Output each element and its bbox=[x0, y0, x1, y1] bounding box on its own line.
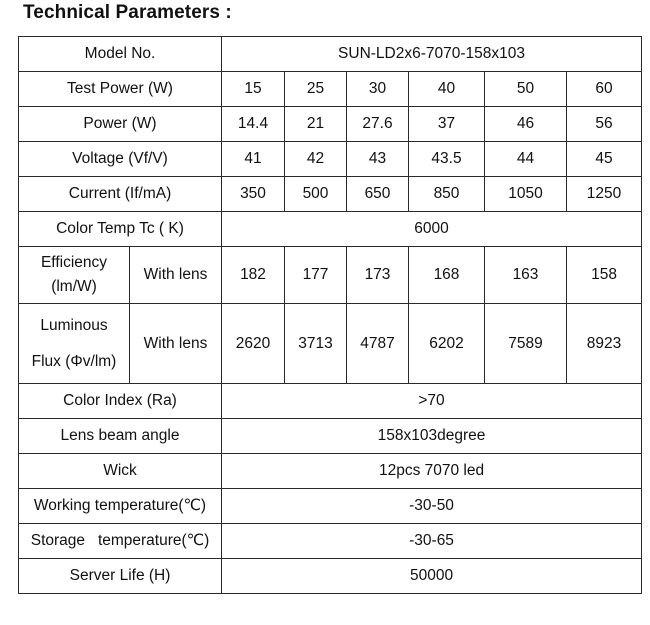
table-row bbox=[19, 72, 642, 107]
row-label-current: Current (If/mA) bbox=[19, 177, 222, 212]
luminous-flux-cell: 3713 bbox=[285, 304, 347, 384]
luminous-flux-cell: 4787 bbox=[347, 304, 409, 384]
row-label-model: Model No. bbox=[19, 37, 222, 72]
voltage-cell: 42 bbox=[285, 142, 347, 177]
table-row bbox=[19, 454, 642, 489]
storage-temp-value: -30-65 bbox=[222, 524, 642, 559]
test-power-cell: 40 bbox=[409, 72, 485, 107]
table-row bbox=[19, 559, 642, 594]
voltage-cell: 43.5 bbox=[409, 142, 485, 177]
row-label-efficiency bbox=[19, 247, 130, 304]
table-row bbox=[19, 212, 642, 247]
table-row bbox=[19, 177, 642, 212]
voltage-cell: 44 bbox=[485, 142, 567, 177]
working-temp-value: -30-50 bbox=[222, 489, 642, 524]
color-index-value: >70 bbox=[222, 384, 642, 419]
test-power-cell: 15 bbox=[222, 72, 285, 107]
row-label-luminous-flux bbox=[19, 304, 130, 384]
voltage-cell: 43 bbox=[347, 142, 409, 177]
table-row bbox=[19, 107, 642, 142]
current-cell: 1250 bbox=[567, 177, 642, 212]
power-cell: 14.4 bbox=[222, 107, 285, 142]
row-label-wick: Wick bbox=[19, 454, 222, 489]
row-label-color-index: Color Index (Ra) bbox=[19, 384, 222, 419]
beam-angle-value: 158x103degree bbox=[222, 419, 642, 454]
table-row bbox=[19, 384, 642, 419]
efficiency-cell: 173 bbox=[347, 247, 409, 304]
row-label-test-power: Test Power (W) bbox=[19, 72, 222, 107]
model-number-value: SUN-LD2x6-7070-158x103 bbox=[222, 37, 642, 72]
test-power-cell: 50 bbox=[485, 72, 567, 107]
table-row bbox=[19, 247, 642, 304]
row-label-working-temp: Working temperature(℃) bbox=[19, 489, 222, 524]
luminous-flux-cell: 2620 bbox=[222, 304, 285, 384]
technical-parameters-table bbox=[18, 36, 642, 594]
power-cell: 27.6 bbox=[347, 107, 409, 142]
table-row bbox=[19, 489, 642, 524]
server-life-value: 50000 bbox=[222, 559, 642, 594]
current-cell: 650 bbox=[347, 177, 409, 212]
power-cell: 37 bbox=[409, 107, 485, 142]
voltage-cell: 45 bbox=[567, 142, 642, 177]
color-temp-value: 6000 bbox=[222, 212, 642, 247]
efficiency-cell: 158 bbox=[567, 247, 642, 304]
efficiency-cell: 177 bbox=[285, 247, 347, 304]
row-label-server-life: Server Life (H) bbox=[19, 559, 222, 594]
luminous-flux-cell: 8923 bbox=[567, 304, 642, 384]
efficiency-cell: 168 bbox=[409, 247, 485, 304]
test-power-cell: 25 bbox=[285, 72, 347, 107]
current-cell: 1050 bbox=[485, 177, 567, 212]
efficiency-cell: 182 bbox=[222, 247, 285, 304]
power-cell: 46 bbox=[485, 107, 567, 142]
luminous-flux-label-line2: Flux (Φv/lm) bbox=[31, 352, 117, 370]
test-power-cell: 60 bbox=[567, 72, 642, 107]
luminous-flux-cell: 7589 bbox=[485, 304, 567, 384]
current-cell: 850 bbox=[409, 177, 485, 212]
row-label-power: Power (W) bbox=[19, 107, 222, 142]
table-row bbox=[19, 142, 642, 177]
table-row bbox=[19, 304, 642, 384]
row-label-color-temp: Color Temp Tc ( K) bbox=[19, 212, 222, 247]
wick-value: 12pcs 7070 led bbox=[222, 454, 642, 489]
row-label-storage-temp: Storage temperature(℃) bbox=[19, 524, 222, 559]
page-title: Technical Parameters : bbox=[23, 2, 232, 23]
efficiency-sub-label: With lens bbox=[130, 247, 222, 304]
efficiency-label-line2: (lm/W) bbox=[51, 278, 97, 295]
luminous-flux-sub-label: With lens bbox=[130, 304, 222, 384]
efficiency-cell: 163 bbox=[485, 247, 567, 304]
luminous-flux-cell: 6202 bbox=[409, 304, 485, 384]
efficiency-label-line1: Efficiency bbox=[40, 254, 108, 271]
current-cell: 350 bbox=[222, 177, 285, 212]
power-cell: 21 bbox=[285, 107, 347, 142]
row-label-beam-angle: Lens beam angle bbox=[19, 419, 222, 454]
luminous-flux-label-line1: Luminous bbox=[40, 316, 108, 334]
voltage-cell: 41 bbox=[222, 142, 285, 177]
table-row bbox=[19, 524, 642, 559]
table-row bbox=[19, 419, 642, 454]
current-cell: 500 bbox=[285, 177, 347, 212]
row-label-voltage: Voltage (Vf/V) bbox=[19, 142, 222, 177]
power-cell: 56 bbox=[567, 107, 642, 142]
table-row bbox=[19, 37, 642, 72]
test-power-cell: 30 bbox=[347, 72, 409, 107]
